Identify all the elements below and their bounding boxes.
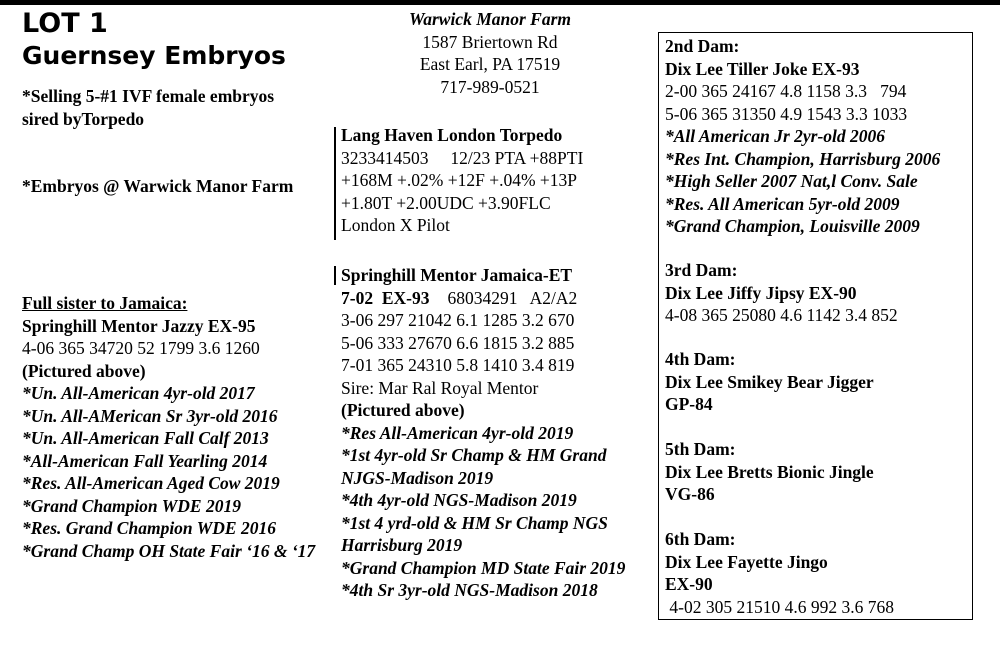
dam-record: 5-06 333 27670 6.6 1815 3.2 885	[341, 332, 575, 353]
honor-line: Harrisburg 2019	[341, 535, 463, 555]
dam6-block	[665, 528, 894, 618]
selling-note: *Selling 5-#1 IVF female embryos sired byTorpedo	[22, 86, 275, 129]
sire-line: 3233414503 12/23 PTA +88PTI	[341, 147, 584, 168]
dam5-block	[665, 438, 874, 506]
full-sister-block	[22, 292, 315, 562]
dam4-name: Dix Lee Smikey Bear Jigger	[665, 371, 874, 392]
honor-line: *Grand Champion WDE 2019	[22, 495, 241, 516]
dam-pictured: (Pictured above)	[341, 400, 465, 420]
farm-header	[390, 8, 590, 98]
honor-line: *1st 4yr-old Sr Champ & HM Grand	[341, 445, 607, 465]
honor-line: NJGS-Madison 2019	[341, 467, 494, 488]
full-sister-pictured: (Pictured above)	[22, 360, 146, 381]
dam4-score: GP-84	[665, 394, 713, 414]
dam2-heading: 2nd Dam:	[665, 36, 740, 56]
honor-line: *1st 4 yrd-old & HM Sr Champ NGS	[341, 512, 608, 533]
dam4-block	[665, 348, 874, 416]
dam3-record: 4-08 365 25080 4.6 1142 3.4 852	[665, 305, 898, 325]
dam-divider	[334, 266, 336, 285]
sire-line: London X Pilot	[341, 215, 450, 235]
dam-sire: Sire: Mar Ral Royal Mentor	[341, 377, 539, 398]
farm-phone: 717-989-0521	[440, 76, 540, 97]
top-border	[0, 0, 1000, 5]
dam5-name: Dix Lee Bretts Bionic Jingle	[665, 461, 874, 482]
dam4-heading: 4th Dam:	[665, 349, 736, 369]
honor-line: *All-American Fall Yearling 2014	[22, 450, 268, 471]
dam-record: 3-06 297 21042 6.1 1285 3.2 670	[341, 310, 575, 330]
lot-subtitle: Guernsey Embryos	[22, 41, 286, 70]
honor-line: *High Seller 2007 Nat,l Conv. Sale	[665, 171, 918, 191]
dam2-name: Dix Lee Tiller Joke EX-93	[665, 58, 860, 79]
dam5-score: VG-86	[665, 484, 715, 504]
dam3-heading: 3rd Dam:	[665, 260, 738, 280]
farm-name: Warwick Manor Farm	[408, 9, 572, 29]
dam-class: 7-02 EX-93	[341, 287, 430, 308]
sire-block	[341, 124, 583, 237]
dam-record: 7-01 365 24310 5.8 1410 3.4 819	[341, 355, 575, 375]
dam6-score: EX-90	[665, 574, 713, 594]
farm-address-2: East Earl, PA 17519	[419, 54, 561, 74]
full-sister-record: 4-06 365 34720 52 1799 3.6 1260	[22, 338, 260, 358]
honor-line: *4th 4yr-old NGS-Madison 2019	[341, 490, 577, 510]
dam6-record: 4-02 305 21510 4.6 992 3.6 768	[665, 596, 894, 617]
dam-registration: 68034291 A2/A2	[447, 287, 578, 308]
dam2-block	[665, 35, 940, 238]
dam-block	[341, 264, 625, 602]
sire-name: Lang Haven London Torpedo	[341, 125, 563, 145]
honor-line: *Res All-American 4yr-old 2019	[341, 422, 574, 443]
dam6-heading: 6th Dam:	[665, 529, 736, 549]
sire-line: +168M +.02% +12F +.04% +13P	[341, 170, 578, 190]
honor-line: *Grand Champion, Louisville 2009	[665, 216, 920, 236]
sire-line: +1.80T +2.00UDC +3.90FLC	[341, 192, 551, 213]
honor-line: *Res. All American 5yr-old 2009	[665, 193, 900, 214]
dam-name: Springhill Mentor Jamaica-ET	[341, 265, 573, 285]
honor-line: *Un. All-American 4yr-old 2017	[22, 383, 255, 403]
honor-line: *Res. All-American Aged Cow 2019	[22, 473, 280, 493]
dam6-name: Dix Lee Fayette Jingo	[665, 551, 828, 572]
lot-title: LOT 1	[22, 8, 108, 39]
honor-line: *Res. Grand Champion WDE 2016	[22, 518, 276, 538]
dam3-block	[665, 259, 898, 327]
dam2-record: 2-00 365 24167 4.8 1158 3.3 794	[665, 81, 907, 101]
embryo-location-note: *Embryos @ Warwick Manor Farm	[22, 176, 294, 196]
dam2-record: 5-06 365 31350 4.9 1543 3.3 1033	[665, 103, 908, 124]
honor-line: *4th Sr 3yr-old NGS-Madison 2018	[341, 580, 598, 600]
honor-line: *Un. All-American Fall Calf 2013	[22, 428, 269, 448]
honor-line: *Un. All-AMerican Sr 3yr-old 2016	[22, 405, 278, 426]
honor-line: *Res Int. Champion, Harrisburg 2006	[665, 148, 941, 169]
honor-line: *Grand Champ OH State Fair ‘16 & ‘17	[22, 540, 316, 561]
full-sister-name: Springhill Mentor Jazzy EX-95	[22, 315, 256, 336]
sire-divider	[334, 127, 336, 240]
full-sister-heading: Full sister to Jamaica:	[22, 293, 188, 313]
honor-line: *All American Jr 2yr-old 2006	[665, 126, 886, 146]
farm-address-1: 1587 Briertown Rd	[422, 31, 558, 52]
dam3-name: Dix Lee Jiffy Jipsy EX-90	[665, 282, 857, 303]
honor-line: *Grand Champion MD State Fair 2019	[341, 557, 626, 578]
dam5-heading: 5th Dam:	[665, 439, 736, 459]
